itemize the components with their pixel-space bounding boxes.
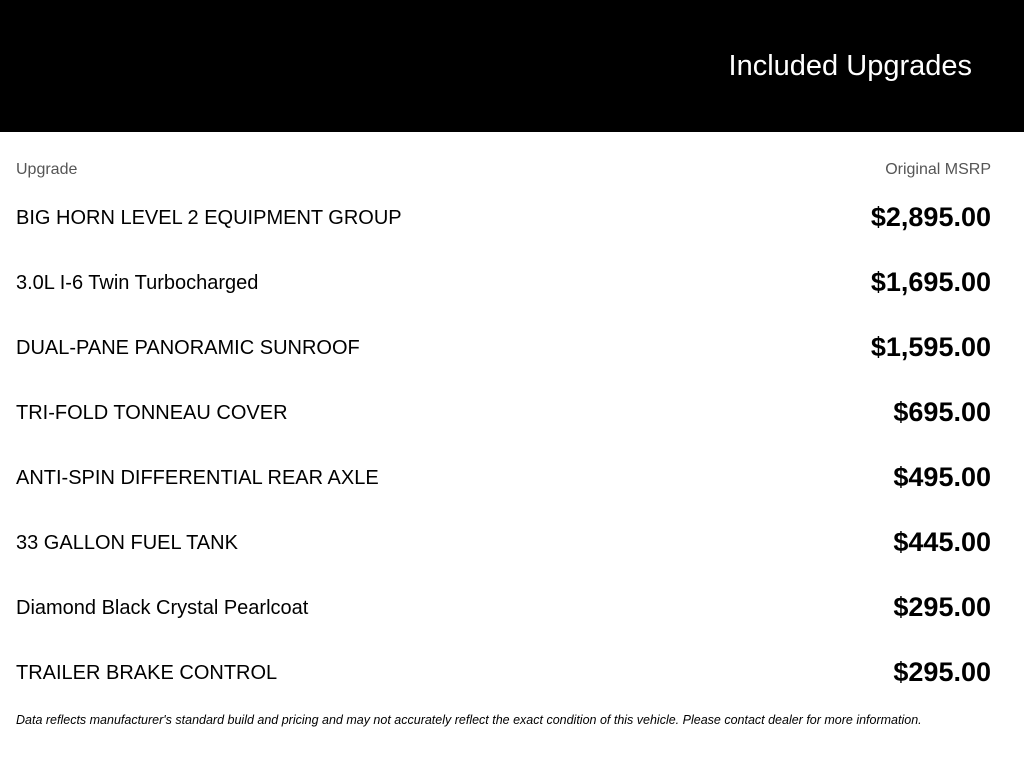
upgrade-name: TRI-FOLD TONNEAU COVER [16, 402, 288, 424]
upgrade-price: $1,695.00 [870, 267, 991, 297]
upgrade-price: $295.00 [893, 657, 991, 687]
msrp-column-header: Original MSRP [885, 161, 991, 178]
upgrade-price: $695.00 [893, 397, 991, 427]
upgrade-name: Diamond Black Crystal Pearlcoat [16, 597, 309, 619]
page-title: Included Upgrades [728, 50, 972, 82]
upgrade-name: ANTI-SPIN DIFFERENTIAL REAR AXLE [16, 467, 379, 489]
upgrade-price: $1,595.00 [870, 332, 991, 362]
list-item [16, 195, 991, 260]
list-item [16, 260, 991, 325]
list-item [16, 455, 991, 520]
list-item [16, 650, 991, 715]
upgrade-name: TRAILER BRAKE CONTROL [16, 662, 278, 684]
upgrade-price: $495.00 [893, 462, 991, 492]
upgrade-price: $2,895.00 [870, 202, 991, 232]
upgrade-price: $445.00 [893, 527, 991, 557]
upgrade-name: 3.0L I-6 Twin Turbocharged [16, 272, 259, 294]
header-banner [0, 0, 1024, 132]
upgrade-name: 33 GALLON FUEL TANK [16, 532, 238, 554]
list-item [16, 325, 991, 390]
upgrade-price: $295.00 [893, 592, 991, 622]
list-item [16, 520, 991, 585]
upgrade-name: BIG HORN LEVEL 2 EQUIPMENT GROUP [16, 207, 402, 229]
list-item [16, 390, 991, 455]
disclaimer-text: Data reflects manufacturer's standard build and pricing and may not accurately reflect the exact condition of this vehicle. Please contact dealer for more information. [16, 713, 922, 727]
upgrade-name: DUAL-PANE PANORAMIC SUNROOF [16, 337, 360, 359]
upgrade-column-header: Upgrade [16, 161, 78, 178]
list-item [16, 585, 991, 650]
upgrades-list [16, 195, 991, 715]
column-headers [16, 160, 991, 180]
